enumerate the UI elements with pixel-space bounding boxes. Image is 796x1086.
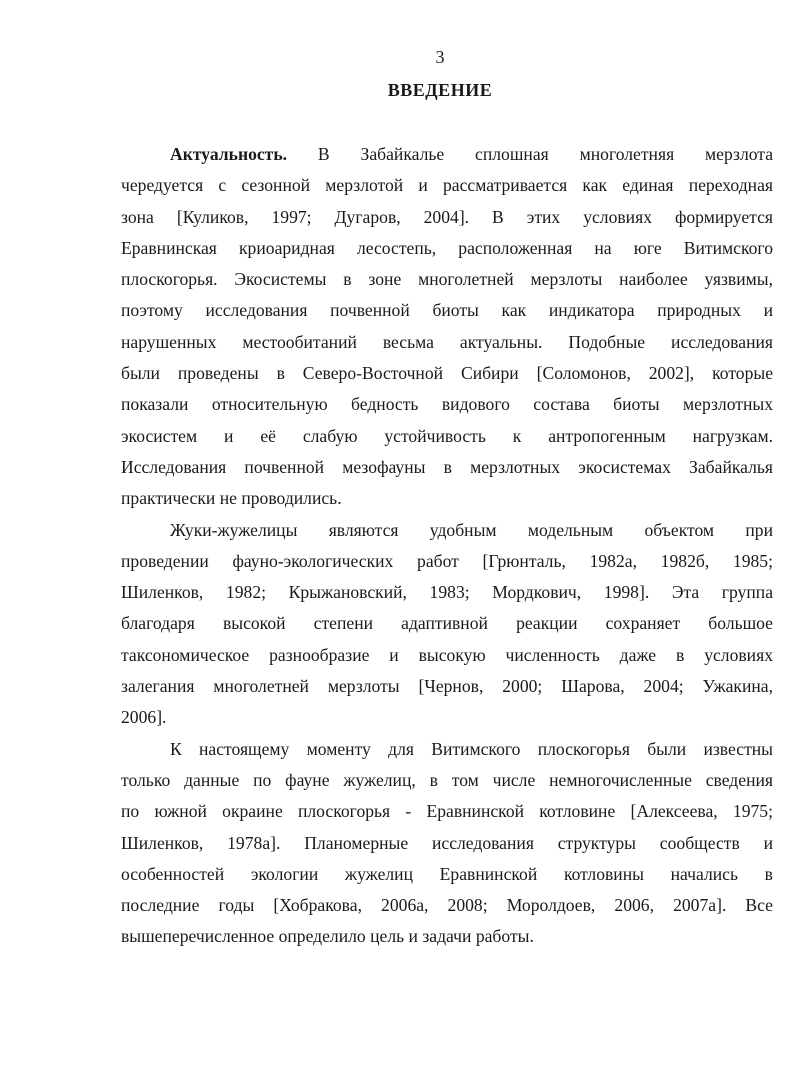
line-text: нарушенных местообитаний весьма актуальны. Подобные исследования — [121, 331, 773, 352]
line-text: 2006]. — [121, 707, 167, 728]
line-text: вышеперечисленное определило цель и задачи работы. — [121, 926, 534, 947]
line-text: особенностей экологии жужелиц Еравнинской котловины начались в — [121, 863, 773, 884]
line-text: показали относительную бедность видового состава биоты мерзлотных — [121, 394, 773, 415]
page-number: 3 — [435, 47, 445, 67]
text-line — [121, 389, 773, 420]
section-heading: ВВЕДЕНИЕ — [387, 80, 493, 100]
paragraph — [121, 734, 773, 953]
line-text: поэтому исследования почвенной биоты как индикатора природных и — [121, 300, 773, 321]
text-line — [121, 139, 773, 170]
line-text: Шиленков, 1982; Крыжановский, 1983; Мордкович, 1998]. Эта группа — [121, 582, 773, 603]
text-line — [121, 452, 773, 483]
line-text: Исследования почвенной мезофауны в мерзлотных экосистемах Забайкалья — [121, 456, 773, 477]
text-line — [121, 577, 773, 608]
text-line — [121, 327, 773, 358]
line-text: проведении фауно-экологических работ [Грюнталь, 1982а, 1982б, 1985; — [121, 550, 773, 571]
text-line — [121, 515, 773, 546]
line-text: экосистем и её слабую устойчивость к антропогенным нагрузкам. — [121, 425, 773, 446]
text-line — [121, 859, 773, 890]
text-line — [121, 295, 773, 326]
line-text: чередуется с сезонной мерзлотой и рассматривается как единая переходная — [121, 175, 773, 196]
text-line — [121, 828, 773, 859]
line-text: были проведены в Северо-Восточной Сибири [Соломонов, 2002], которые — [121, 363, 773, 384]
paragraph-lead: Актуальность. — [170, 144, 288, 164]
text-line — [121, 264, 773, 295]
text-line — [121, 765, 773, 796]
text-line — [121, 921, 773, 952]
text-line — [121, 421, 773, 452]
line-text: зона [Куликов, 1997; Дугаров, 2004]. В этих условиях формируется — [121, 206, 773, 227]
text-line — [121, 890, 773, 921]
text-line — [121, 640, 773, 671]
text-line — [121, 358, 773, 389]
body-text — [121, 139, 773, 953]
text-line — [121, 702, 773, 733]
line-text: Шиленков, 1978а]. Планомерные исследования структуры сообществ и — [121, 832, 773, 853]
line-text: таксономическое разнообразие и высокую численность даже в условиях — [121, 644, 773, 665]
text-line — [121, 202, 773, 233]
text-line — [121, 546, 773, 577]
line-text: Жуки-жужелицы являются удобным модельным объектом при — [170, 519, 773, 540]
line-text: К настоящему моменту для Витимского плоскогорья были известны — [170, 738, 773, 759]
text-line — [121, 734, 773, 765]
line-text: по южной окраине плоскогорья - Еравнинской котловине [Алексеева, 1975; — [121, 801, 773, 822]
line-text: Еравнинская криоаридная лесостепь, расположенная на юге Витимского — [121, 237, 773, 258]
text-line — [121, 233, 773, 264]
text-line — [121, 796, 773, 827]
line-text: практически не проводились. — [121, 488, 342, 509]
line-text: залегания многолетней мерзлоты [Чернов, 2000; Шарова, 2004; Ужакина, — [121, 676, 773, 697]
text-line — [121, 483, 773, 514]
line-text: плоскогорья. Экосистемы в зоне многолетней мерзлоты наиболее уязвимы, — [121, 269, 773, 290]
line-text: только данные по фауне жужелиц, в том числе немногочисленные сведения — [121, 769, 773, 790]
text-line — [121, 671, 773, 702]
paragraph — [121, 515, 773, 734]
line-text: благодаря высокой степени адаптивной реакции сохраняет большое — [121, 613, 773, 634]
line-text: В Забайкалье сплошная многолетняя мерзлота — [287, 144, 773, 164]
text-line — [121, 608, 773, 639]
text-line — [121, 170, 773, 201]
paragraph — [121, 139, 773, 515]
line-text: последние годы [Хобракова, 2006а, 2008; Моролдоев, 2006, 2007а]. Все — [121, 895, 773, 916]
